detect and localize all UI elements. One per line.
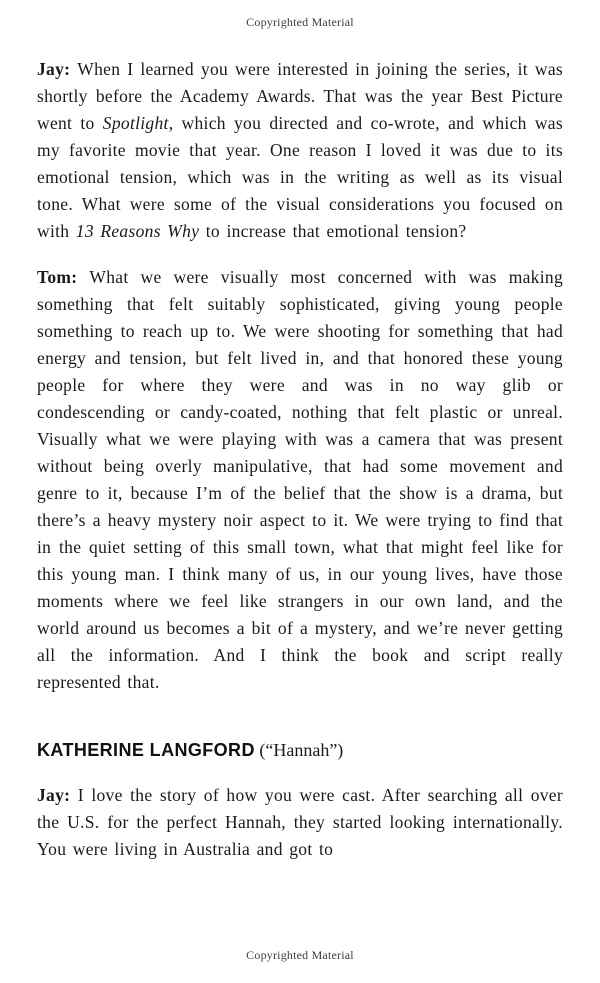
text-segment: , which you directed and co-wrote, and which was my favorite movie that year. One reason I loved it was due to its emotional tension, which was in the writing as well as its visual tone. What were some of the visual considerations you focused on with <box>37 113 563 241</box>
text-segment: Jay: <box>37 59 78 79</box>
text-segment: I love the story of how you were cast. After searching all over the U.S. for the perfect Hannah, they started looking internationally. You were living in Australia and got to <box>37 785 563 859</box>
paragraph-tom-answer <box>37 264 563 696</box>
page-content <box>37 56 563 863</box>
text-segment: What we were visually most concerned with was making something that felt suitably sophisticated, giving young people something to reach up to. We were shooting for something that had energy and tension, but felt lived in, and that honored these young people for where they were and was in no way glib or condescending or candy-coated, nothing that felt plastic or unreal. Visually what we were playing with was a camera that was present without being overly manipulative, that had some movement and genre to it, because I’m of the belief that the show is a drama, but there’s a heavy mystery noir aspect to it. We were trying to find that in the quiet setting of this small town, what that might feel like for this young man. I think many of us, in our young lives, have those moments where we feel like strangers in our own land, and the world around us becomes a bit of a mystery, and we’re never getting all the information. And I think the book and script really represented that. <box>37 267 563 692</box>
copyright-notice-bottom: Copyrighted Material <box>246 948 354 962</box>
text-segment: Spotlight <box>102 113 169 133</box>
paragraph-jay-question-2 <box>37 782 563 863</box>
text-segment: Tom: <box>37 267 90 287</box>
text-segment: (“Hannah”) <box>254 740 344 760</box>
copyright-notice-top: Copyrighted Material <box>246 15 354 29</box>
text-segment: When I learned you were interested in joining the series, it was shortly before the Academy Awards. That was the year Best Picture went to <box>37 59 563 133</box>
section-heading-katherine-langford <box>37 738 563 762</box>
text-segment: 13 Reasons Why <box>75 221 200 241</box>
paragraph-jay-question-1 <box>37 56 563 245</box>
text-segment: KATHERINE LANGFORD <box>37 740 255 760</box>
text-segment: Jay: <box>37 785 78 805</box>
text-segment: to increase that emotional tension? <box>199 221 467 241</box>
